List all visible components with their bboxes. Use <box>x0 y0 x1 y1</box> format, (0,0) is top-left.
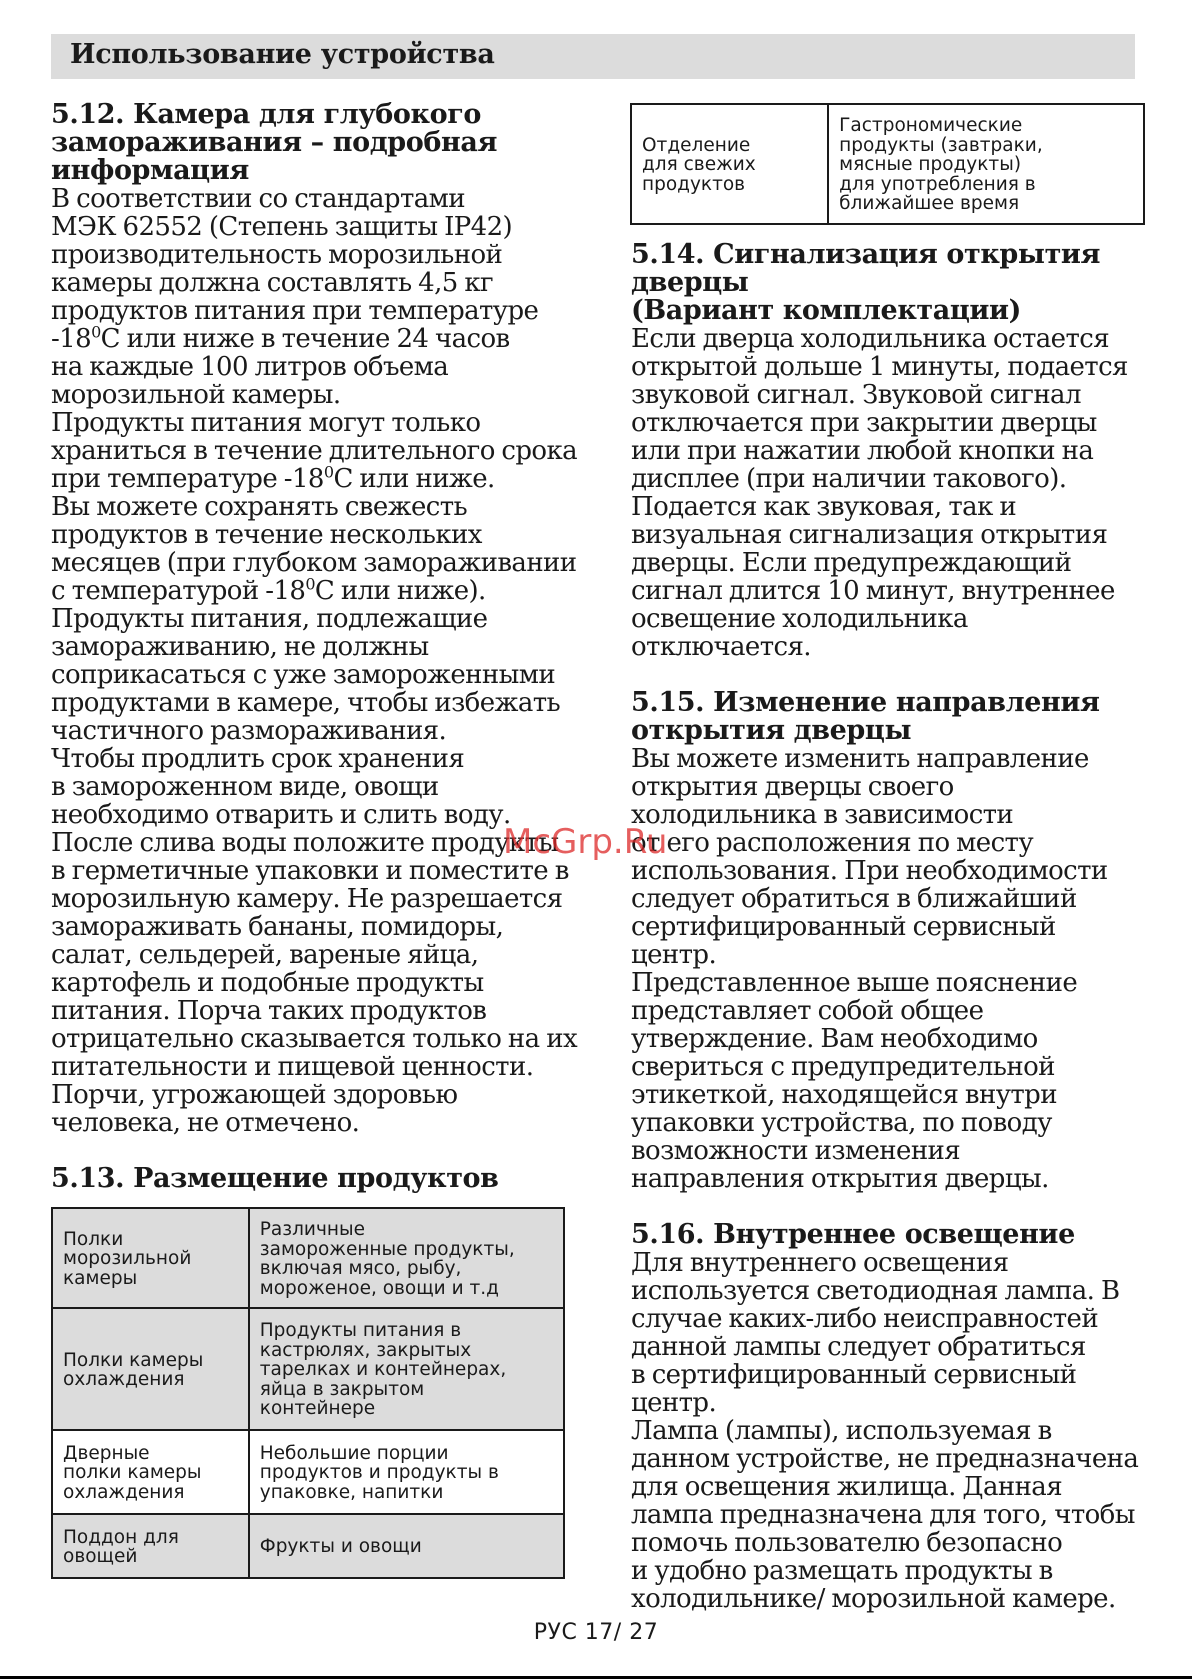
text-line: Продукты питания, подлежащие <box>51 604 488 634</box>
text-line: случае каких-либо неисправностей <box>631 1304 1099 1334</box>
section-header-title: Использование устройства <box>70 39 495 70</box>
text-line: центр. <box>631 940 717 970</box>
table-row <box>52 1514 564 1578</box>
heading-line: 5.14. Сигнализация открытия <box>631 239 1101 270</box>
text-line: упаковки устройства, по поводу <box>631 1108 1052 1138</box>
text-line: продуктами в камере, чтобы избежать <box>51 688 561 718</box>
text-line-temperature: при температуре $-18^0С$ или ниже. <box>51 462 495 494</box>
text-line: от его расположения по месту <box>631 828 1034 858</box>
text-line: замораживать бананы, помидоры, <box>51 912 504 942</box>
text-line: на каждые 100 литров объема <box>51 352 449 382</box>
heading-line: дверцы <box>631 267 749 298</box>
text-line: соприкасаться с уже замороженными <box>51 660 556 690</box>
text-line: Продукты питания могут только <box>51 408 481 438</box>
watermark: McGrp.Ru <box>503 822 668 862</box>
paragraph-5-12-freshness <box>51 493 599 605</box>
paragraph-5-12-storage <box>51 409 599 493</box>
text-line: частичного размораживания. <box>51 716 447 746</box>
text-line: холодильника в зависимости <box>631 800 1014 830</box>
paragraph-5-12-standards <box>51 185 599 409</box>
text-line: В соответствии со стандартами <box>51 184 465 214</box>
left-column <box>51 101 599 1193</box>
text-line: данном устройстве, не предназначена <box>631 1444 1139 1474</box>
table-cell-items: Фрукты и овощи <box>249 1514 564 1578</box>
text-line: холодильнике/ морозильной камере. <box>631 1584 1116 1614</box>
text-line: представляет собой общее <box>631 996 984 1026</box>
text-line: направления открытия дверцы. <box>631 1164 1049 1194</box>
text-line: морозильной камеры. <box>51 380 341 410</box>
heading-line: 5.12. Камера для глубокого <box>51 99 481 130</box>
text-line: питательности и пищевой ценности. <box>51 1052 534 1082</box>
table-cell-items: Продукты питания в кастрюлях, закрытых тарелках и контейнерах, яйца в закрытом контейнере <box>249 1308 564 1430</box>
text-line: утверждение. Вам необходимо <box>631 1024 1038 1054</box>
heading-5-14 <box>631 241 1147 325</box>
text-line: в герметичные упаковки и поместите в <box>51 856 569 886</box>
text-line: Вы можете сохранять свежесть <box>51 492 468 522</box>
text-line: лампа предназначена для того, чтобы <box>631 1500 1135 1530</box>
heading-line: 5.15. Изменение направления <box>631 687 1100 718</box>
text-line: отключается при закрытии дверцы <box>631 408 1097 438</box>
text-line-temperature: с температурой $-18^0С$ или ниже). <box>51 574 486 606</box>
section-header-bar <box>51 34 1135 79</box>
text-line: в сертифицированный сервисный <box>631 1360 1077 1390</box>
table-row <box>52 1308 564 1430</box>
text-line: отключается. <box>631 632 811 662</box>
paragraph-5-12-freezing <box>51 605 599 1137</box>
table-row <box>52 1430 564 1514</box>
paragraph-5-15 <box>631 745 1147 1193</box>
table-cell-items: Небольшие порции продуктов и продукты в упаковке, напитки <box>249 1430 564 1514</box>
heading-line: информация <box>51 155 249 186</box>
table-cell-place: Отделение для свежих продуктов <box>631 104 828 224</box>
table-cell-place: Полки камеры охлаждения <box>52 1308 249 1430</box>
text-line: производительность морозильной <box>51 240 503 270</box>
text-line: Подается как звуковая, так и <box>631 492 1017 522</box>
text-line: Для внутреннего освещения <box>631 1248 1009 1278</box>
text-line: открытой дольше 1 минуты, подается <box>631 352 1128 382</box>
text-line: человека, не отмечено. <box>51 1108 360 1138</box>
text-line: сертифицированный сервисный <box>631 912 1056 942</box>
text-line: используется светодиодная лампа. В <box>631 1276 1120 1306</box>
text-line: Вы можете изменить направление <box>631 744 1089 774</box>
text-line: для освещения жилища. Данная <box>631 1472 1063 1502</box>
text-line: или при нажатии любой кнопки на <box>631 436 1094 466</box>
text-line: продуктов питания при температуре <box>51 296 539 326</box>
text-line: данной лампы следует обратиться <box>631 1332 1086 1362</box>
fresh-compartment-table <box>630 103 1145 225</box>
text-line: дисплее (при наличии такового). <box>631 464 1067 494</box>
text-line: и удобно размещать продукты в <box>631 1556 1053 1586</box>
text-line: центр. <box>631 1388 717 1418</box>
text-line: следует обратиться в ближайший <box>631 884 1077 914</box>
text-line: звуковой сигнал. Звуковой сигнал <box>631 380 1081 410</box>
text-line-temperature: $-18^0С$ или ниже в течение 24 часов <box>51 322 510 354</box>
text-line: месяцев (при глубоком замораживании <box>51 548 577 578</box>
text-line: храниться в течение длительного срока <box>51 436 578 466</box>
text-line: замораживанию, не должны <box>51 632 429 662</box>
heading-5-12 <box>51 101 599 185</box>
text-line: помочь пользователю безопасно <box>631 1528 1063 1558</box>
text-line: этикеткой, находящейся внутри <box>631 1080 1057 1110</box>
text-line: в замороженном виде, овощи <box>51 772 439 802</box>
table-cell-items: Различные замороженные продукты, включая мясо, рыбу, мороженое, овощи и т.д <box>249 1208 564 1308</box>
table-cell-place: Полки морозильной камеры <box>52 1208 249 1308</box>
text-line: открытия дверцы своего <box>631 772 954 802</box>
heading-5-16: 5.16. Внутреннее освещение <box>631 1219 1075 1250</box>
paragraph-5-14 <box>631 325 1147 661</box>
text-line: сигнал длится 10 минут, внутреннее <box>631 576 1115 606</box>
right-column <box>631 241 1147 1613</box>
text-line: МЭК 62552 (Степень защиты IP42) <box>51 212 513 242</box>
table-cell-items: Гастрономические продукты (завтраки, мясные продукты) для употребления в ближайшее время <box>828 104 1144 224</box>
table-row <box>631 104 1144 224</box>
text-line: продуктов в течение нескольких <box>51 520 482 550</box>
text-line: морозильную камеру. Не разрешается <box>51 884 563 914</box>
page-number: РУС 17/ 27 <box>533 1620 659 1645</box>
text-line: Если дверца холодильника остается <box>631 324 1110 354</box>
text-line: салат, сельдерей, вареные яйца, <box>51 940 479 970</box>
text-line: освещение холодильника <box>631 604 968 634</box>
text-line: свериться с предупредительной <box>631 1052 1055 1082</box>
table-cell-place: Дверные полки камеры охлаждения <box>52 1430 249 1514</box>
heading-line: (Вариант комплектации) <box>631 295 1022 326</box>
text-line: Чтобы продлить срок хранения <box>51 744 465 774</box>
text-line: картофель и подобные продукты <box>51 968 484 998</box>
food-placement-table <box>51 1207 565 1579</box>
table-cell-place: Поддон для овощей <box>52 1514 249 1578</box>
text-line: Представленное выше пояснение <box>631 968 1078 998</box>
text-line: использования. При необходимости <box>631 856 1108 886</box>
text-line: Порчи, угрожающей здоровью <box>51 1080 458 1110</box>
heading-line: открытия дверцы <box>631 715 912 746</box>
paragraph-5-16 <box>631 1249 1147 1613</box>
text-line: визуальная сигнализация открытия <box>631 520 1108 550</box>
text-line: отрицательно сказывается только на их <box>51 1024 578 1054</box>
text-line: возможности изменения <box>631 1136 961 1166</box>
text-line: камеры должна составлять 4,5 кг <box>51 268 494 298</box>
heading-line: замораживания – подробная <box>51 127 498 158</box>
text-line: Лампа (лампы), используемая в <box>631 1416 1052 1446</box>
heading-5-15 <box>631 689 1147 745</box>
text-line: питания. Порча таких продуктов <box>51 996 487 1026</box>
heading-5-13: 5.13. Размещение продуктов <box>51 1163 499 1194</box>
text-line: дверцы. Если предупреждающий <box>631 548 1072 578</box>
text-line: необходимо отварить и слить воду. <box>51 800 511 830</box>
text-line: После слива воды положите продукты <box>51 828 559 858</box>
table-row <box>52 1208 564 1308</box>
